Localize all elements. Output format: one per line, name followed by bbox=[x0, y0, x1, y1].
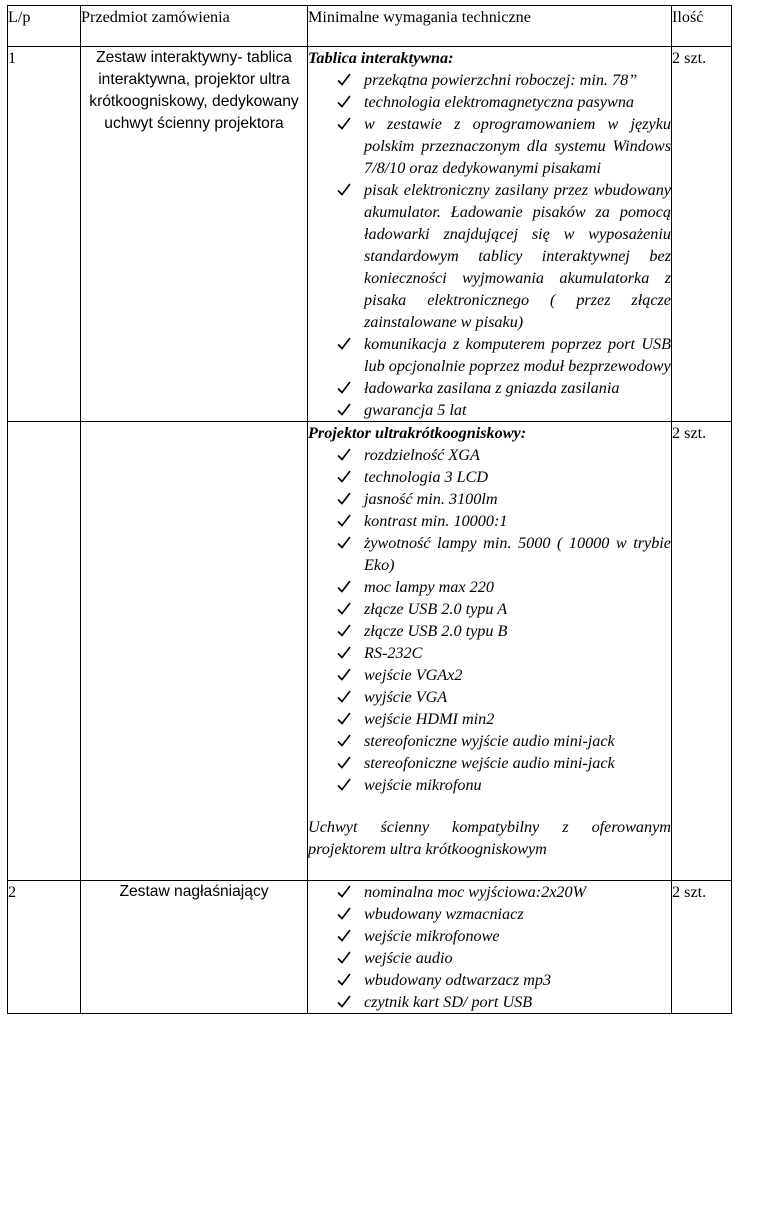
spec-item: wbudowany odtwarzacz mp3 bbox=[308, 969, 671, 991]
spec-item: złącze USB 2.0 typu A bbox=[308, 598, 671, 620]
row-number bbox=[8, 422, 81, 881]
spec-item: stereofoniczne wyjście audio mini-jack bbox=[308, 730, 671, 752]
spec-list bbox=[308, 69, 671, 421]
spec-item: komunikacja z komputerem poprzez port USB lub opcjonalnie poprzez moduł bezprzewodowy bbox=[308, 333, 671, 377]
spacer bbox=[308, 860, 671, 880]
spec-item: jasność min. 3100lm bbox=[308, 488, 671, 510]
checkmark-icon bbox=[337, 492, 351, 505]
spacer bbox=[308, 796, 671, 816]
item-name: Zestaw nagłaśniający bbox=[81, 881, 308, 1014]
header-item: Przedmiot zamówienia bbox=[81, 6, 308, 47]
quantity: 2 szt. bbox=[672, 881, 732, 1014]
spec-item: czytnik kart SD/ port USB bbox=[308, 991, 671, 1013]
spec-item: żywotność lampy min. 5000 ( 10000 w trybie Eko) bbox=[308, 532, 671, 576]
checkmark-icon bbox=[337, 646, 351, 659]
spec-cell bbox=[308, 47, 672, 422]
spec-heading: Projektor ultrakrótkoogniskowy: bbox=[308, 424, 527, 442]
spec-item: technologia elektromagnetyczna pasywna bbox=[308, 91, 671, 113]
spec-item: nominalna moc wyjściowa:2x20W bbox=[308, 881, 671, 903]
spec-cell bbox=[308, 422, 672, 881]
spec-item: ładowarka zasilana z gniazda zasilania bbox=[308, 377, 671, 399]
spec-item: wejście audio bbox=[308, 947, 671, 969]
checkmark-icon bbox=[337, 778, 351, 791]
row-number: 2 bbox=[8, 881, 81, 1014]
table-header-row bbox=[8, 6, 732, 47]
spec-item: przekątna powierzchni roboczej: min. 78” bbox=[308, 69, 671, 91]
spec-item: wejście VGAx2 bbox=[308, 664, 671, 686]
requirements-table bbox=[7, 5, 732, 1014]
item-name bbox=[81, 422, 308, 881]
spec-item: złącze USB 2.0 typu B bbox=[308, 620, 671, 642]
header-qty: Ilość bbox=[672, 6, 732, 47]
checkmark-icon bbox=[337, 885, 351, 898]
checkmark-icon bbox=[337, 690, 351, 703]
checkmark-icon bbox=[337, 183, 351, 196]
spec-item: w zestawie z oprogramowaniem w języku polskim przeznaczonym dla systemu Windows 7/8/10 oraz dedykowanymi pisakami bbox=[308, 113, 671, 179]
checkmark-icon bbox=[337, 951, 351, 964]
spec-item: moc lampy max 220 bbox=[308, 576, 671, 598]
checkmark-icon bbox=[337, 337, 351, 350]
checkmark-icon bbox=[337, 624, 351, 637]
quantity: 2 szt. bbox=[672, 422, 732, 881]
checkmark-icon bbox=[337, 929, 351, 942]
spec-item: kontrast min. 10000:1 bbox=[308, 510, 671, 532]
header-spec: Minimalne wymagania techniczne bbox=[308, 6, 672, 47]
table-row bbox=[8, 422, 732, 881]
spec-item: wyjście VGA bbox=[308, 686, 671, 708]
spec-item: wejście HDMI min2 bbox=[308, 708, 671, 730]
spec-item: wbudowany wzmacniacz bbox=[308, 903, 671, 925]
spec-item: gwarancja 5 lat bbox=[308, 399, 671, 421]
checkmark-icon bbox=[337, 580, 351, 593]
checkmark-icon bbox=[337, 907, 351, 920]
checkmark-icon bbox=[337, 448, 351, 461]
checkmark-icon bbox=[337, 514, 351, 527]
checkmark-icon bbox=[337, 668, 351, 681]
checkmark-icon bbox=[337, 712, 351, 725]
spec-item: RS-232C bbox=[308, 642, 671, 664]
spec-item: wejście mikrofonu bbox=[308, 774, 671, 796]
spec-heading: Tablica interaktywna: bbox=[308, 49, 454, 67]
quantity: 2 szt. bbox=[672, 47, 732, 422]
checkmark-icon bbox=[337, 734, 351, 747]
header-lp: L/p bbox=[8, 6, 81, 47]
checkmark-icon bbox=[337, 73, 351, 86]
item-name: Zestaw interaktywny- tablica interaktywna, projektor ultra krótkoogniskowy, dedykowany uchwyt ścienny projektora bbox=[81, 47, 308, 422]
checkmark-icon bbox=[337, 536, 351, 549]
checkmark-icon bbox=[337, 470, 351, 483]
spec-item: stereofoniczne wejście audio mini-jack bbox=[308, 752, 671, 774]
spec-item: wejście mikrofonowe bbox=[308, 925, 671, 947]
checkmark-icon bbox=[337, 756, 351, 769]
spec-list bbox=[308, 881, 671, 1013]
spec-item: technologia 3 LCD bbox=[308, 466, 671, 488]
checkmark-icon bbox=[337, 117, 351, 130]
checkmark-icon bbox=[337, 381, 351, 394]
spec-list bbox=[308, 444, 671, 796]
mount-note: Uchwyt ścienny kompatybilny z oferowanym projektorem ultra krótkoogniskowym bbox=[308, 818, 671, 858]
spec-item: pisak elektroniczny zasilany przez wbudowany akumulator. Ładowanie pisaków za pomocą ładowarki znajdującej się w wyposażeniu standardowym tablicy interaktywnej bez konieczności wyjmowania akumulatorka z pisaka elektronicznego ( przez złącze zainstalowane w pisaku) bbox=[308, 179, 671, 333]
checkmark-icon bbox=[337, 95, 351, 108]
checkmark-icon bbox=[337, 403, 351, 416]
table-row bbox=[8, 47, 732, 422]
spec-cell bbox=[308, 881, 672, 1014]
row-number: 1 bbox=[8, 47, 81, 422]
spec-item: rozdzielność XGA bbox=[308, 444, 671, 466]
checkmark-icon bbox=[337, 602, 351, 615]
checkmark-icon bbox=[337, 973, 351, 986]
table-row bbox=[8, 881, 732, 1014]
checkmark-icon bbox=[337, 995, 351, 1008]
